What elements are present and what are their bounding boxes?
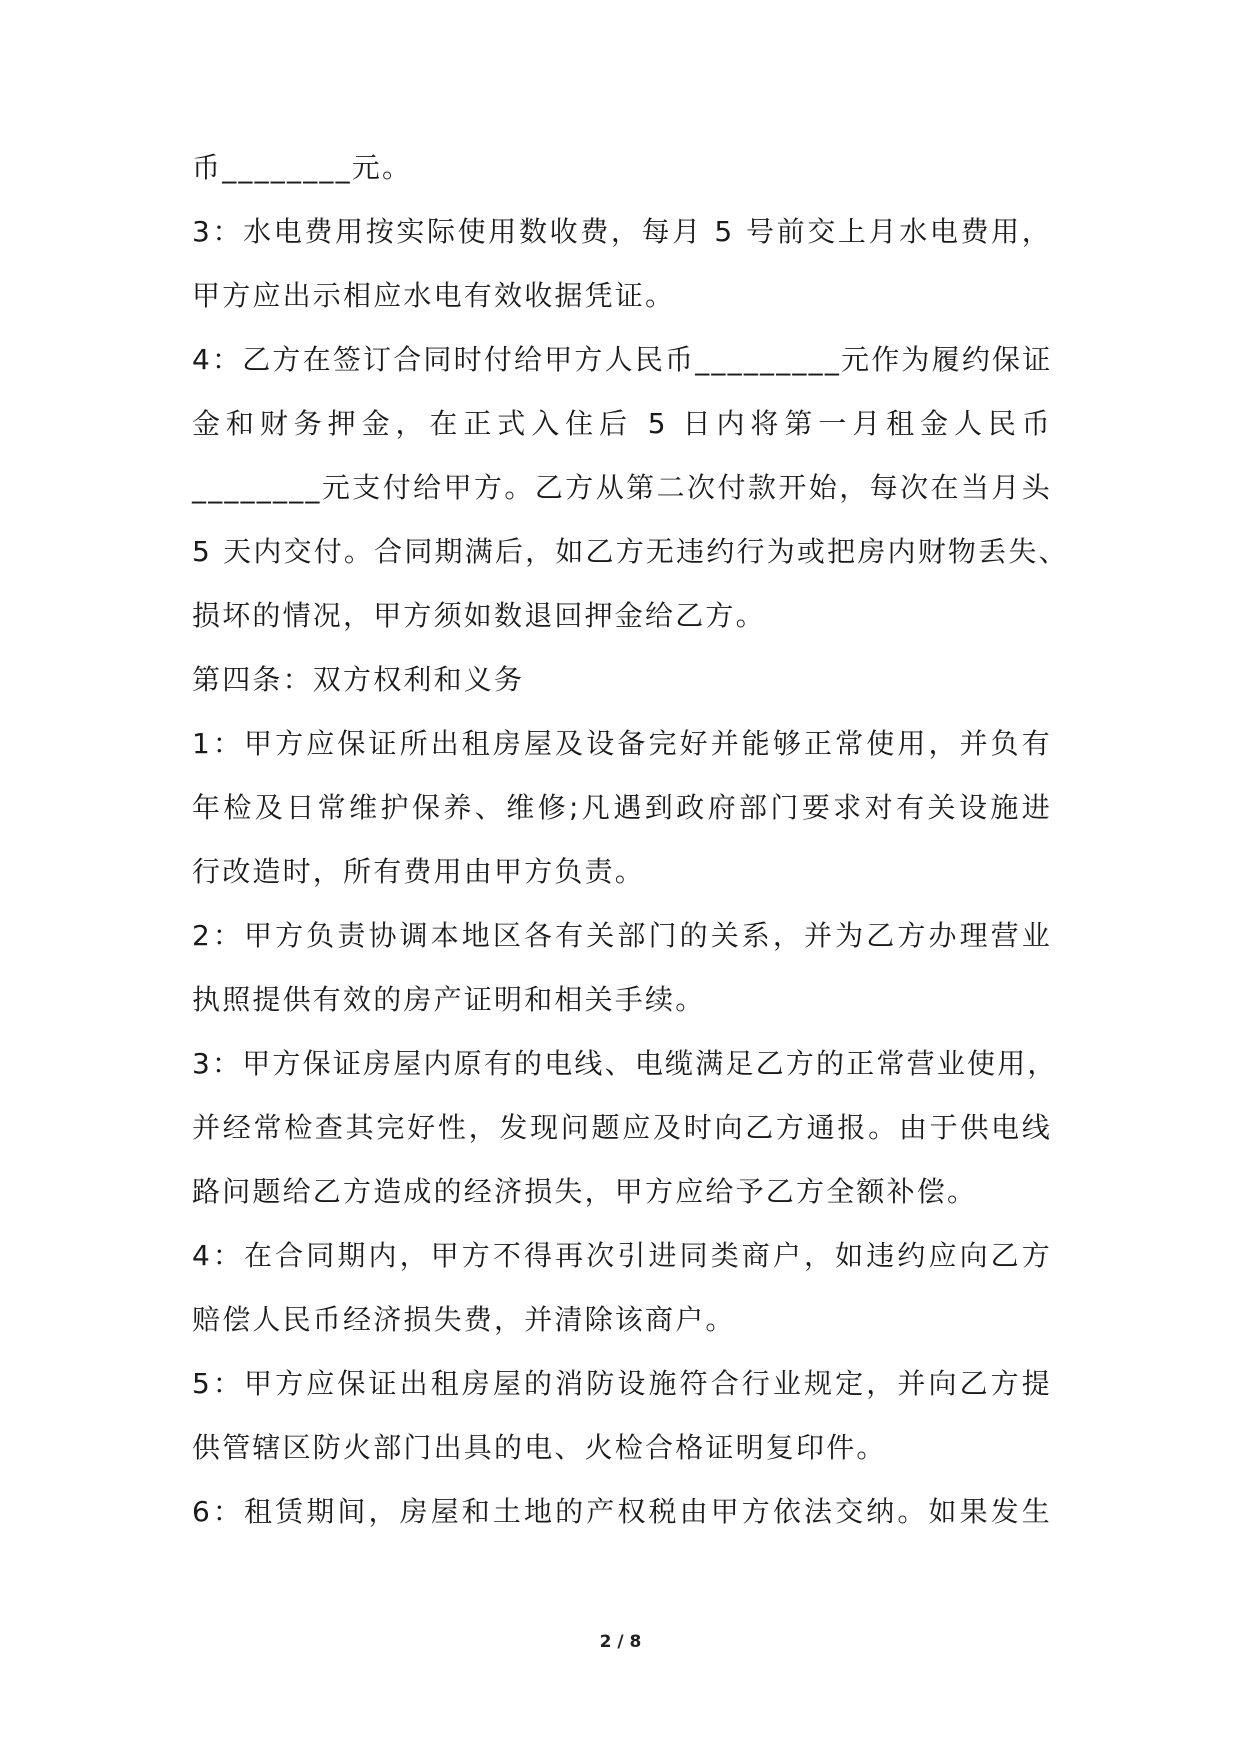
text-line: 并经常检查其完好性，发现问题应及时向乙方通报。由于供电线 [192,1111,1052,1144]
text-line: 年检及日常维护保养、维修;凡遇到政府部门要求对有关设施进 [192,791,1052,824]
text-line: 5：甲方应保证出租房屋的消防设施符合行业规定，并向乙方提 [192,1367,1052,1400]
text-line: 4：在合同期内，甲方不得再次引进同类商户，如违约应向乙方 [192,1239,1052,1272]
document-body [192,151,1069,1560]
text-line: 行改造时，所有费用由甲方负责。 [192,855,646,888]
text-line: 金和财务押金，在正式入住后 5 日内将第一月租金人民币 [192,407,1052,440]
text-line: 3：甲方保证房屋内原有的电线、电缆满足乙方的正常营业使用， [192,1047,1058,1080]
text-line: ________元支付给甲方。乙方从第二次付款开始，每次在当月头 [192,471,1052,504]
page-number: 2 / 8 [599,1632,642,1652]
text-line: 供管辖区防火部门出具的电、火检合格证明复印件。 [192,1431,887,1464]
text-line: 6：租赁期间，房屋和土地的产权税由甲方依法交纳。如果发生 [192,1495,1052,1528]
text-line: 2：甲方负责协调本地区各有关部门的关系，并为乙方办理营业 [192,919,1052,952]
text-line: 赔偿人民币经济损失费，并清除该商户。 [192,1303,736,1336]
text-line: 甲方应出示相应水电有效收据凭证。 [192,279,676,312]
section-heading: 第四条：双方权利和义务 [192,663,525,696]
text-line: 3：水电费用按实际使用数收费，每月 5 号前交上月水电费用， [192,215,1052,248]
text-line: 损坏的情况，甲方须如数退回押金给乙方。 [192,599,766,632]
text-line: 1：甲方应保证所出租房屋及设备完好并能够正常使用，并负有 [192,727,1052,760]
text-line: 4：乙方在签订合同时付给甲方人民币_________元作为履约保证 [192,343,1053,376]
text-line: 币________元。 [192,151,413,184]
text-line: 5 天内交付。合同期满后，如乙方无违约行为或把房内财物丢失、 [192,535,1069,568]
text-line: 执照提供有效的房产证明和相关手续。 [192,983,706,1016]
text-line: 路问题给乙方造成的经济损失，甲方应给予乙方全额补偿。 [192,1175,978,1208]
